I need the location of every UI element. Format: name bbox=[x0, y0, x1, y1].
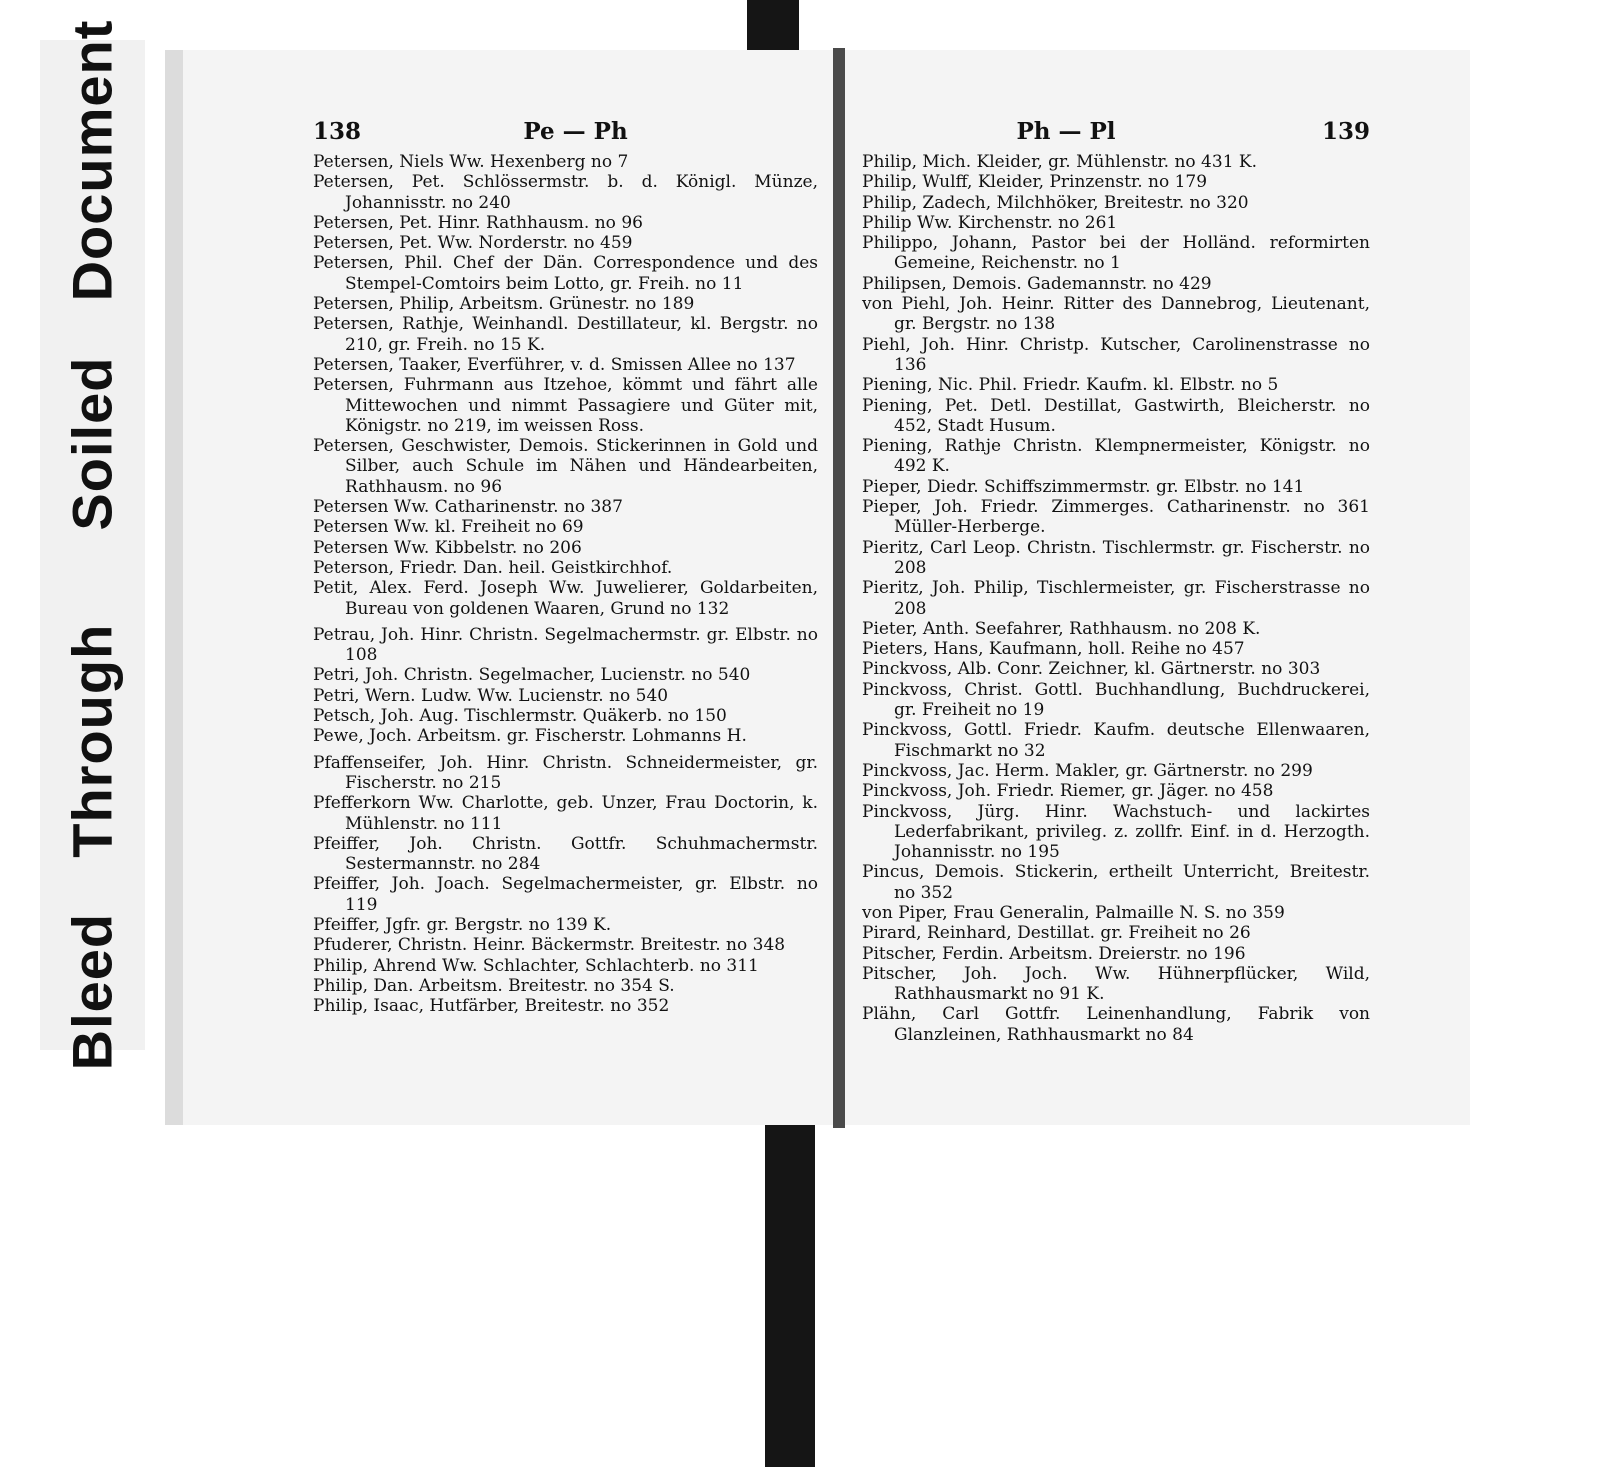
right-page-header bbox=[862, 118, 1370, 152]
directory-entry: Petersen, Niels Ww. Hexenberg no 7 bbox=[313, 152, 629, 172]
directory-entry: Pieper, Joh. Friedr. Zimmerges. Catharinenstr. no 361 Müller-Herberge. bbox=[862, 497, 1370, 538]
directory-entry: Philip, Mich. Kleider, gr. Mühlenstr. no 431 K. bbox=[862, 152, 1258, 172]
directory-entry: Plähn, Carl Gottfr. Leinenhandlung, Fabrik von Glanzleinen, Rathhausmarkt no 84 bbox=[862, 1004, 1370, 1045]
directory-entry: Pincus, Demois. Stickerin, ertheilt Unterricht, Breitestr. no 352 bbox=[862, 862, 1370, 903]
directory-entry: Philippo, Johann, Pastor bei der Holländ. reformirten Gemeine, Reichenstr. no 1 bbox=[862, 233, 1370, 274]
label-word-bleed: Bleed bbox=[60, 912, 124, 1071]
directory-entry: Pieritz, Carl Leop. Christn. Tischlermstr. gr. Fischerstr. no 208 bbox=[862, 537, 1370, 578]
directory-entry: Piening, Pet. Detl. Destillat, Gastwirth, Bleicherstr. no 452, Stadt Husum. bbox=[862, 395, 1370, 436]
directory-entry: Petrau, Joh. Hinr. Christn. Segelmachermstr. gr. Elbstr. no 108 bbox=[313, 624, 818, 666]
directory-entry: Pinckvoss, Alb. Conr. Zeichner, kl. Gärtnerstr. no 303 bbox=[862, 659, 1321, 680]
directory-entry: Pinckvoss, Christ. Gottl. Buchhandlung, Buchdruckerei, gr. Freiheit no 19 bbox=[862, 679, 1370, 721]
directory-entry: Petersen, Rathje, Weinhandl. Destillateur, kl. Bergstr. no 210, gr. Freih. no 15 K. bbox=[313, 314, 818, 355]
side-label-text bbox=[60, 20, 125, 1071]
directory-entry: Pfeiffer, Joh. Joach. Segelmachermeister, gr. Elbstr. no 119 bbox=[313, 874, 818, 915]
directory-entry: Petri, Joh. Christn. Segelmacher, Lucienstr. no 540 bbox=[313, 665, 751, 686]
directory-entry: Petsch, Joh. Aug. Tischlermstr. Quäkerb. no 150 bbox=[313, 706, 727, 727]
directory-entry: Pirard, Reinhard, Destillat. gr. Freiheit no 26 bbox=[862, 923, 1251, 944]
page-number-right: 139 bbox=[1321, 118, 1370, 145]
running-head-right: Ph — Pl bbox=[1016, 118, 1116, 145]
directory-entry: Petersen Ww. Catharinenstr. no 387 bbox=[313, 497, 623, 518]
tape-strip-bottom bbox=[765, 1125, 815, 1467]
directory-entry: Pitscher, Ferdin. Arbeitsm. Dreierstr. no 196 bbox=[862, 943, 1246, 964]
directory-entry: Petersen Ww. kl. Freiheit no 69 bbox=[313, 517, 584, 538]
left-page-header bbox=[313, 118, 818, 152]
directory-entry: Pfefferkorn Ww. Charlotte, geb. Unzer, Frau Doctorin, k. Mühlenstr. no 111 bbox=[313, 793, 818, 834]
directory-entry: Petri, Wern. Ludw. Ww. Lucienstr. no 540 bbox=[313, 685, 669, 706]
directory-entry: von Piehl, Joh. Heinr. Ritter des Dannebrog, Lieutenant, gr. Bergstr. no 138 bbox=[862, 294, 1370, 335]
directory-entry: Petersen, Philip, Arbeitsm. Grünestr. no 189 bbox=[313, 294, 695, 315]
directory-entry: Piehl, Joh. Hinr. Christp. Kutscher, Carolinenstrasse no 136 bbox=[862, 334, 1370, 375]
directory-entry: Pitscher, Joh. Joch. Ww. Hühnerpflücker, Wild, Rathhausmarkt no 91 K. bbox=[862, 963, 1370, 1005]
directory-entry: Piening, Rathje Christn. Klempnermeister, Königstr. no 492 K. bbox=[862, 436, 1370, 477]
label-word-through: Through bbox=[60, 623, 124, 858]
label-word-soiled: Soiled bbox=[60, 356, 124, 531]
directory-entry: Petersen, Taaker, Everführer, v. d. Smissen Allee no 137 bbox=[313, 354, 796, 375]
directory-entry: Petersen, Pet. Schlössermstr. b. d. Königl. Münze, Johannisstr. no 240 bbox=[313, 172, 818, 213]
directory-entry: Pinckvoss, Joh. Friedr. Riemer, gr. Jäger. no 458 bbox=[862, 781, 1274, 802]
entry-list-right bbox=[862, 152, 1370, 1045]
directory-entry: Peterson, Friedr. Dan. heil. Geistkirchhof. bbox=[313, 557, 673, 578]
directory-entry: Philip, Isaac, Hutfärber, Breitestr. no 352 bbox=[313, 996, 670, 1017]
directory-entry: Petersen, Pet. Hinr. Rathhausm. no 96 bbox=[313, 212, 643, 233]
directory-entry: Petersen, Geschwister, Demois. Stickerinnen in Gold und Silber, auch Schule im Nähen und Händearbeiten, Rathhausm. no 96 bbox=[313, 436, 818, 497]
directory-entry: Philip, Zadech, Milchhöker, Breitestr. no 320 bbox=[862, 192, 1249, 213]
side-label-panel bbox=[40, 19, 145, 1071]
directory-entry: Pfeiffer, Joh. Christn. Gottfr. Schuhmachermstr. Sestermannstr. no 284 bbox=[313, 833, 818, 875]
directory-entry: Pinckvoss, Jac. Herm. Makler, gr. Gärtnerstr. no 299 bbox=[862, 760, 1313, 781]
left-page bbox=[313, 118, 818, 1016]
directory-entry: Pfeiffer, Jgfr. gr. Bergstr. no 139 K. bbox=[313, 914, 612, 935]
directory-entry: Pinckvoss, Gottl. Friedr. Kaufm. deutsche Ellenwaaren, Fischmarkt no 32 bbox=[862, 720, 1370, 761]
directory-entry: Philip, Wulff, Kleider, Prinzenstr. no 179 bbox=[862, 172, 1208, 193]
page-number-left: 138 bbox=[313, 118, 362, 145]
directory-entry: Petersen, Fuhrmann aus Itzehoe, kömmt und fährt alle Mittewochen und nimmt Passagiere und Güter mit, Königstr. no 219, im weissen Ross. bbox=[313, 375, 818, 436]
directory-entry: Philipsen, Demois. Gademannstr. no 429 bbox=[862, 273, 1212, 294]
label-word-document: Document bbox=[60, 19, 124, 302]
directory-entry: Philip Ww. Kirchenstr. no 261 bbox=[862, 212, 1118, 233]
directory-entry: Pieper, Diedr. Schiffszimmermstr. gr. Elbstr. no 141 bbox=[862, 476, 1305, 497]
tape-strip-top bbox=[747, 0, 799, 52]
entry-list-left bbox=[313, 152, 818, 1016]
directory-entry: Petersen Ww. Kibbelstr. no 206 bbox=[313, 537, 582, 558]
directory-entry: Pieter, Anth. Seefahrer, Rathhausm. no 208 K. bbox=[862, 618, 1261, 639]
directory-entry: Piening, Nic. Phil. Friedr. Kaufm. kl. Elbstr. no 5 bbox=[862, 375, 1279, 396]
directory-entry: Petersen, Phil. Chef der Dän. Correspondence und des Stempel-Comtoirs beim Lotto, gr. Freih. no 11 bbox=[313, 253, 818, 294]
book-spine bbox=[833, 48, 845, 1128]
right-page bbox=[862, 118, 1370, 1045]
directory-entry: von Piper, Frau Generalin, Palmaille N. S. no 359 bbox=[862, 902, 1285, 923]
directory-entry: Pieters, Hans, Kaufmann, holl. Reihe no 457 bbox=[862, 639, 1245, 660]
directory-entry: Pieritz, Joh. Philip, Tischlermeister, gr. Fischerstrasse no 208 bbox=[862, 578, 1370, 619]
directory-entry: Philip, Ahrend Ww. Schlachter, Schlachterb. no 311 bbox=[313, 955, 759, 976]
running-head-left: Pe — Ph bbox=[523, 118, 628, 145]
directory-entry: Petersen, Pet. Ww. Norderstr. no 459 bbox=[313, 233, 633, 254]
directory-entry: Petit, Alex. Ferd. Joseph Ww. Juwelierer, Goldarbeiten, Bureau von goldenen Waaren, Grund no 132 bbox=[313, 578, 818, 619]
directory-entry: Pfuderer, Christn. Heinr. Bäckermstr. Breitestr. no 348 bbox=[313, 935, 786, 956]
directory-entry: Pewe, Joch. Arbeitsm. gr. Fischerstr. Lohmanns H. bbox=[313, 726, 747, 747]
directory-entry: Pinckvoss, Jürg. Hinr. Wachstuch- und lackirtes Lederfabrikant, privileg. z. zollfr. Einf. in d. Herzogth. Johannisstr. no 195 bbox=[862, 801, 1370, 863]
directory-entry: Philip, Dan. Arbeitsm. Breitestr. no 354 S. bbox=[313, 975, 675, 996]
directory-entry: Pfaffenseifer, Joh. Hinr. Christn. Schneidermeister, gr. Fischerstr. no 215 bbox=[313, 752, 818, 793]
